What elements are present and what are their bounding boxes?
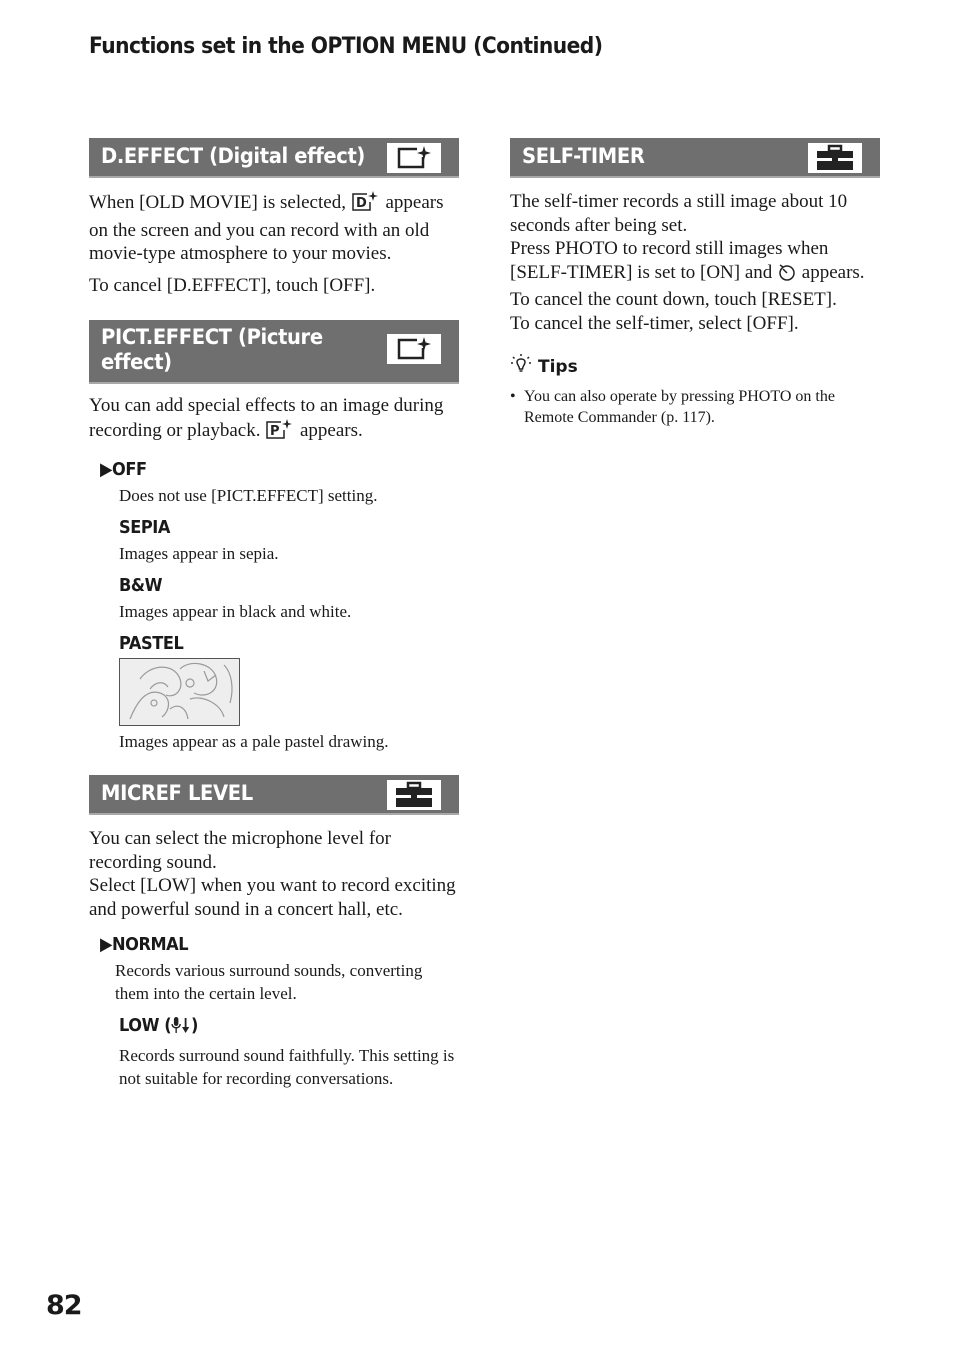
pict-option-bw xyxy=(89,575,459,623)
selftimer-body xyxy=(510,190,880,335)
p-sparkle-icon xyxy=(265,418,295,447)
option-title xyxy=(100,459,423,480)
left-column xyxy=(89,138,459,1090)
self-timer-icon xyxy=(777,262,797,289)
micref-title: MICREF LEVEL xyxy=(101,781,253,805)
tips-item-text: You can also operate by pressing PHOTO on the Remote Commander (p. 117). xyxy=(524,388,835,426)
selftimer-p2-end: appears. xyxy=(801,261,865,283)
page-number: 82 xyxy=(46,1290,82,1321)
option-title xyxy=(119,1015,425,1040)
option-desc: Does not use [PICT.EFFECT] setting. xyxy=(119,486,378,505)
deffect-section-bar xyxy=(89,138,459,178)
pict-section-bar xyxy=(89,320,459,384)
option-desc: Records surround sound faithfully. This setting is not suitable for recording conversations. xyxy=(119,1046,455,1088)
default-marker: ▶ xyxy=(100,934,113,955)
pastel-sample-image xyxy=(119,658,240,726)
selftimer-p2 xyxy=(510,237,880,288)
micref-intro-2: Select [LOW] when you want to record exciting and powerful sound in a concert hall, etc. xyxy=(89,875,456,920)
micref-option-normal xyxy=(89,934,459,1005)
svg-text:D: D xyxy=(355,196,367,211)
pict-title-line2: effect) xyxy=(101,350,172,374)
deffect-p1-start: When [OLD MOVIE] is selected, xyxy=(89,192,346,213)
lightbulb-icon xyxy=(510,353,532,380)
pict-option-off xyxy=(89,459,459,507)
selftimer-p1: The self-timer records a still image about 10 seconds after being set. xyxy=(510,191,848,236)
tips-heading xyxy=(510,353,880,380)
right-column xyxy=(510,138,880,428)
selftimer-p4: To cancel the self-timer, select [OFF]. xyxy=(510,312,799,334)
option-title-text: NORMAL xyxy=(112,934,189,955)
micref-intro: You can select the microphone level for recording sound. xyxy=(89,828,391,873)
svg-text:P: P xyxy=(270,423,280,439)
option-desc: Records various surround sounds, converting them into the certain level. xyxy=(115,961,423,1003)
pict-body xyxy=(89,394,459,446)
pict-title-line1: PICT.EFFECT (Picture xyxy=(101,325,323,349)
micref-body xyxy=(89,827,459,921)
selftimer-p2-start: Press PHOTO to record still images when [SELF-TIMER] is set to [ON] and xyxy=(510,238,829,283)
option-title xyxy=(100,934,423,955)
deffect-body xyxy=(89,190,459,297)
pict-intro-end: appears. xyxy=(299,419,363,441)
camera-sparkle-icon xyxy=(387,143,441,173)
micref-option-low xyxy=(89,1015,459,1090)
d-sparkle-icon xyxy=(351,190,381,219)
page-header: Functions set in the OPTION MENU (Continued) xyxy=(89,34,603,59)
tips-label: Tips xyxy=(538,356,578,377)
option-desc: Images appear as a pale pastel drawing. xyxy=(119,732,389,751)
selftimer-p3: To cancel the count down, touch [RESET]. xyxy=(510,289,837,310)
option-title: PASTEL xyxy=(119,633,184,654)
selftimer-section-bar xyxy=(510,138,880,178)
mic-low-icon xyxy=(171,1015,191,1040)
pict-option-sepia xyxy=(89,517,459,565)
pict-intro-start: You can add special effects to an image during recording or playback. xyxy=(89,395,444,441)
camera-sparkle-icon xyxy=(387,334,441,364)
pict-intro xyxy=(89,394,459,446)
deffect-paragraph-1 xyxy=(89,190,459,266)
selftimer-title: SELF-TIMER xyxy=(522,144,645,168)
option-title: SEPIA xyxy=(119,517,170,538)
pict-option-pastel xyxy=(89,633,459,753)
option-desc: Images appear in black and white. xyxy=(119,602,352,621)
option-desc: Images appear in sepia. xyxy=(119,544,279,563)
bullet: • xyxy=(510,388,516,405)
option-title-end: ) xyxy=(190,1015,198,1036)
default-marker: ▶ xyxy=(100,459,113,480)
toolbox-icon xyxy=(808,143,862,173)
deffect-p1-end: appears on the screen and you can record with an old movie-type atmosphere to your movies. xyxy=(89,192,444,264)
tips-block xyxy=(510,353,880,428)
micref-section-bar xyxy=(89,775,459,815)
tips-item xyxy=(510,386,880,428)
deffect-title: D.EFFECT (Digital effect) xyxy=(101,144,365,168)
option-title: B&W xyxy=(119,575,163,596)
toolbox-icon xyxy=(387,780,441,810)
deffect-paragraph-2: To cancel [D.EFFECT], touch [OFF]. xyxy=(89,274,376,296)
option-title-start: LOW ( xyxy=(119,1015,172,1036)
option-title-text: OFF xyxy=(112,459,147,480)
